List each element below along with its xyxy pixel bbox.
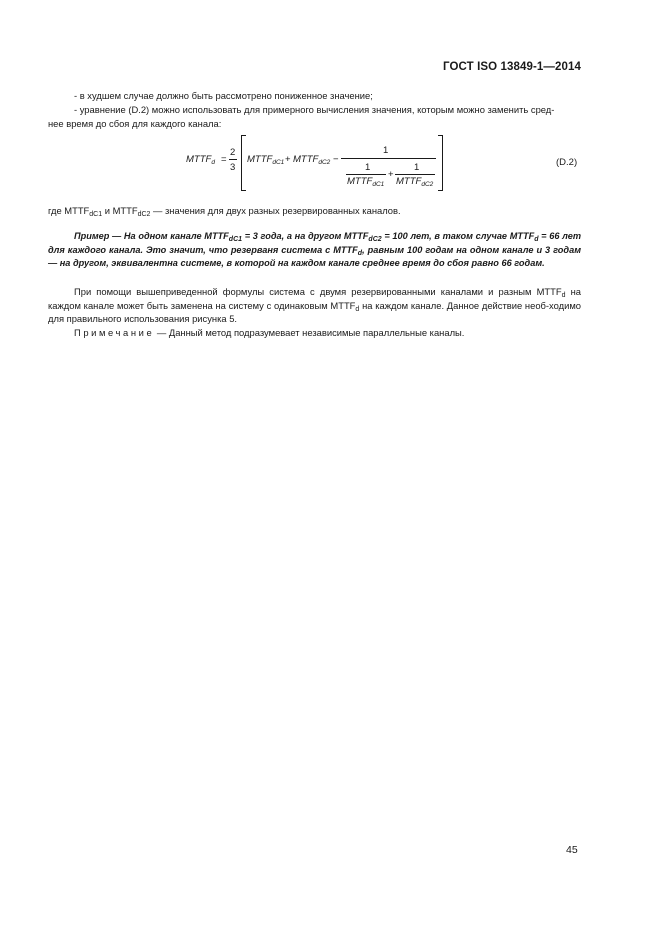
note bbox=[74, 326, 464, 340]
formula-inner2-bar bbox=[395, 174, 435, 175]
text-line-equation-use: - уравнение (D.2) можно использовать для примерного вычисления значения, которым можно заменить сред- bbox=[74, 104, 555, 115]
text-line-channel-time: нее время до сбоя для каждого канала: bbox=[48, 118, 222, 129]
formula-inner1-bar bbox=[346, 174, 386, 175]
formula-coef-bar bbox=[229, 159, 237, 160]
formula-minus: − bbox=[333, 154, 339, 165]
page-number: 45 bbox=[566, 844, 578, 856]
formula-coef-numerator: 2 bbox=[230, 147, 236, 158]
formula-lhs: $MTTF_d$ bbox=[186, 154, 215, 166]
note-text: — Данный метод подразумевает независимые параллельные каналы. bbox=[154, 327, 465, 338]
formula-application-paragraph: При помощи вышеприведенной формулы система с двумя резервированными каналами и разным $MTTF_d$ на каждом канале может быть заменена на систему с одинаковым $MTTF_d$ на каждом канале. Данное действие необ-ходимо для правильного использования рисунка 5. bbox=[48, 286, 582, 324]
formula-inner-plus: + bbox=[388, 169, 394, 180]
where-definition: где $MTTF_{dC1}$ и $MTTF_{dC2}$ — значения для двух разных резервированных каналов. bbox=[48, 205, 401, 218]
formula-plus: + bbox=[285, 154, 291, 165]
formula-d2 bbox=[186, 133, 446, 191]
formula-inner1-numerator: 1 bbox=[365, 162, 371, 173]
formula-inner2-numerator: 1 bbox=[414, 162, 420, 173]
formula-coef-denominator: 3 bbox=[230, 162, 236, 173]
formula-inner2-denominator: $MTTF_{dC2}$ bbox=[396, 176, 434, 188]
equation-number: (D.2) bbox=[556, 157, 578, 168]
formula-inner1-denominator: $MTTF_{dC1}$ bbox=[347, 176, 385, 188]
example-paragraph: Пример — На одном канале $MTTF_{dC1} = 3$ года, а на другом $MTTF_{dC2} = 100$ лет, в таком случае $MTTF_d = 66$ лет для каждого канала. Это значит, что резерваня система с $MTTF_d$, равным 100 годам на одном канале и 3 годам — на другом, эквивалентна системе, в которой на каждом канале среднее время до сбоя равно 66 годам. bbox=[48, 231, 582, 268]
formula-right-bracket bbox=[438, 135, 443, 191]
document-header: ГОСТ ISO 13849-1—2014 bbox=[443, 61, 581, 73]
text-line-worst-case: - в худшем случае должно быть рассмотрено пониженное значение; bbox=[74, 90, 373, 101]
formula-fraction-bar bbox=[341, 158, 436, 159]
note-label: Примечание bbox=[74, 327, 155, 338]
formula-fraction-numerator: 1 bbox=[383, 145, 389, 156]
formula-left-bracket bbox=[241, 135, 246, 191]
formula-term-dc2: $MTTF_{dC2}$ bbox=[293, 154, 331, 166]
formula-equals: = bbox=[221, 154, 227, 165]
formula-term-dc1: $MTTF_{dC1}$ bbox=[247, 154, 285, 166]
